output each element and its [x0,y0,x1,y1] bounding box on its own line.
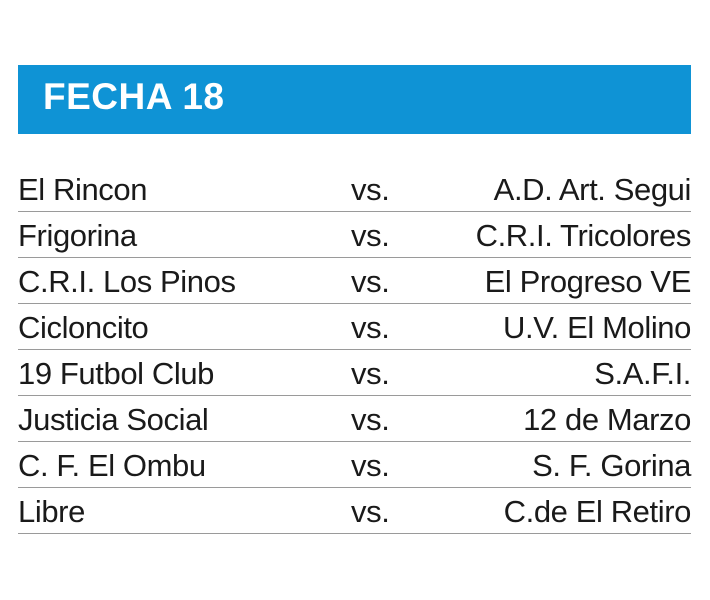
versus-label: vs. [351,448,390,483]
home-team: Cicloncito [18,310,149,345]
home-team: 19 Futbol Club [18,356,215,391]
versus-label: vs. [351,494,390,529]
fixture-row [18,305,691,350]
away-team: C.de El Retiro [503,494,691,529]
header-bar [18,65,691,134]
home-team: Justicia Social [18,402,209,437]
away-team: U.V. El Molino [503,310,691,345]
home-team: C. F. El Ombu [18,448,206,483]
versus-label: vs. [351,218,390,253]
fixture-row [18,397,691,442]
away-team: S. F. Gorina [532,448,691,483]
fixture-row [18,259,691,304]
versus-label: vs. [351,264,390,299]
fixture-row [18,443,691,488]
page-title: FECHA 18 [43,76,225,117]
fixture-row [18,213,691,258]
away-team: 12 de Marzo [523,402,691,437]
away-team: El Progreso VE [484,264,691,299]
versus-label: vs. [351,402,390,437]
versus-label: vs. [351,310,390,345]
home-team: Libre [18,494,85,529]
away-team: C.R.I. Tricolores [475,218,691,253]
versus-label: vs. [351,356,390,391]
away-team: A.D. Art. Segui [493,172,691,207]
fixture-row [18,351,691,396]
fixture-row [18,489,691,534]
home-team: El Rincon [18,172,148,207]
home-team: C.R.I. Los Pinos [18,264,236,299]
fixture-list [18,167,691,535]
fixture-row [18,167,691,212]
home-team: Frigorina [18,218,137,253]
versus-label: vs. [351,172,390,207]
away-team: S.A.F.I. [594,356,691,391]
